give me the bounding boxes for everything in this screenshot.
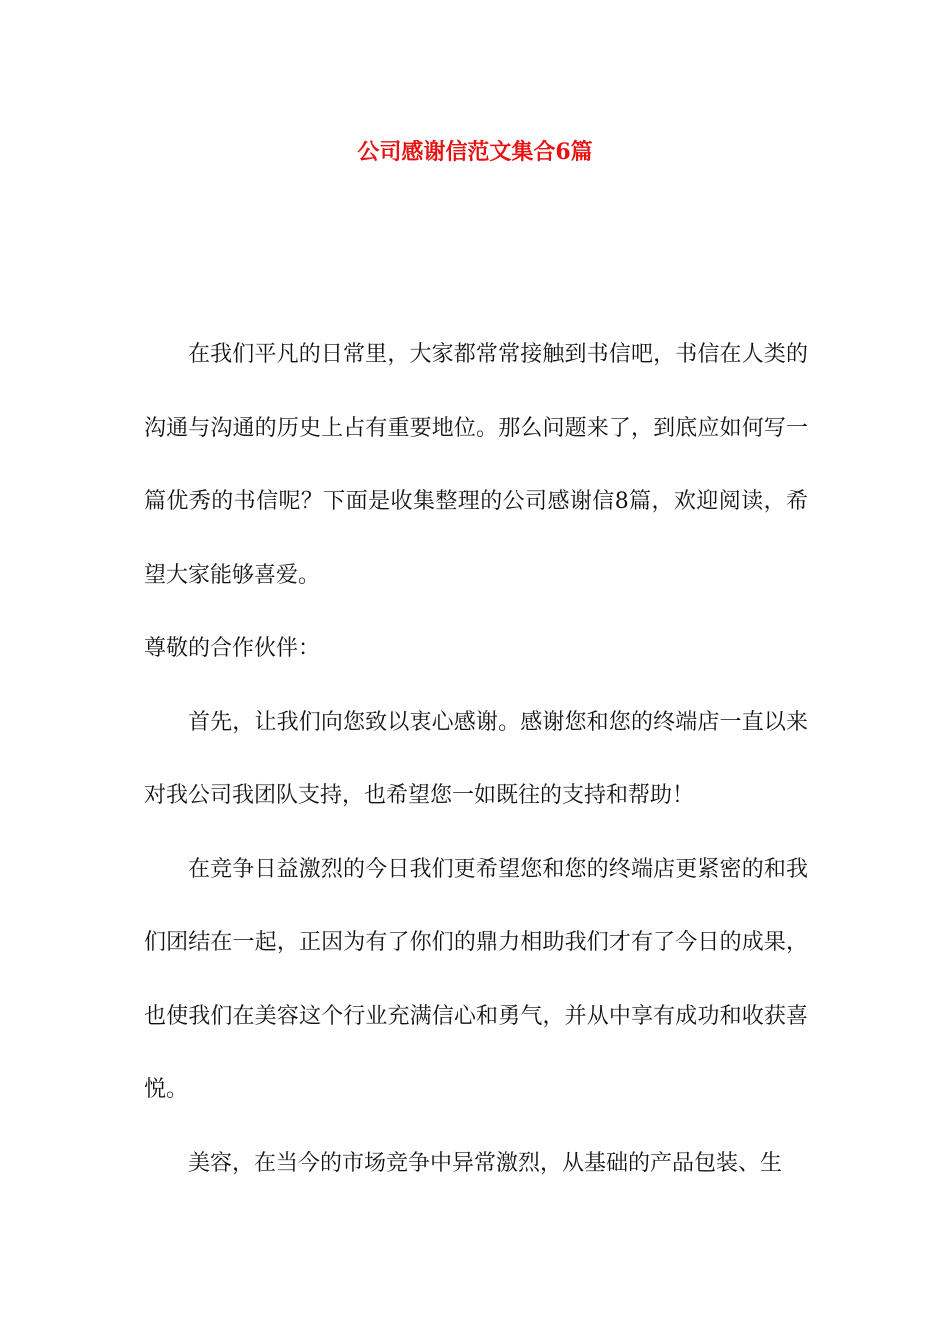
paragraph-thanks: 首先，让我们向您致以衷心感谢。感谢您和您的终端店一直以来对我公司我团队支持，也希望您一如既往的支持和帮助！ (144, 709, 808, 808)
paragraph-competition: 在竞争日益激烈的今日我们更希望您和您的终端店更紧密的和我们团结在一起，正因为有了你们的鼎力相助我们才有了今日的成果，也使我们在美容这个行业充满信心和勇气，并从中享有成功和收获喜悦。 (144, 856, 808, 1102)
document-title: 公司感谢信范文集合6篇 (357, 139, 593, 165)
paragraph-intro: 在我们平凡的日常里，大家都常常接触到书信吧，书信在人类的沟通与沟通的历史上占有重要地位。那么问题来了，到底应如何写一篇优秀的书信呢？下面是收集整理的公司感谢信8篇，欢迎阅读，希望大家能够喜爱。 (144, 342, 808, 588)
paragraph-salutation: 尊敬的合作伙伴： (144, 636, 321, 661)
document-body (144, 318, 808, 1200)
paragraph-beauty-market: 美容，在当今的市场竞争中异常激烈，从基础的产品包装、生 (188, 1150, 783, 1176)
